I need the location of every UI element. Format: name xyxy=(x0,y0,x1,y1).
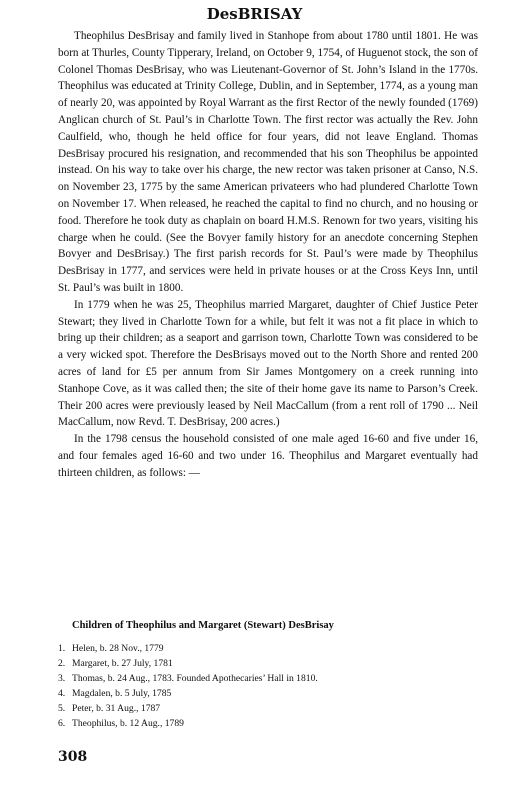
list-item-text: Peter, b. 31 Aug., 1787 xyxy=(72,703,161,714)
list-item-number: 5. xyxy=(58,703,66,714)
list-item xyxy=(58,701,488,716)
children-list xyxy=(58,641,488,731)
list-item-text: Theophilus, b. 12 Aug., 1789 xyxy=(72,718,184,729)
list-item xyxy=(58,716,488,731)
page-number: 308 xyxy=(58,749,88,765)
list-item xyxy=(58,656,488,671)
paragraph-1: Theophilus DesBrisay and family lived in Stanhope from about 1780 until 1801. He was born at Thurles, County Tipperary, Ireland, on October 9, 1754, of Huguenot stock, the son of Colonel Thomas DesBrisay, who was Lieutenant-Governor of St. John’s Island in the 1770s. Theophilus was educated at Trinity College, Dublin, and in September, 1774, as a young man of nearly 20, was appointed by Royal Warrant as the first Rector of the newly founded (1769) Anglican church of St. Paul’s in Charlotte Town. The first rector was actually the Rev. John Caulfield, who, though he held office for four years, did not leave England. Thomas DesBrisay procured his resignation, and recommended that his son Theophilus be appointed instead. On his way to take over his charge, the new rector was taken prisoner at Canso, N.S. on November 23, 1775 by the same American privateers who had plundered Charlotte Town on November 17. When released, he reached the capital to find no church, and no housing or food. Therefore he took duty as chaplain on board H.M.S. Renown for two years, visiting his charge when he could. (See the Bovyer family history for an anecdote concerning Stephen Bovyer and DesBrisay.) The first parish records for St. Paul’s were made by Theophilus DesBrisay in 1777, and services were held in private houses or at the Cross Keys Inn, until St. Paul’s was built in 1800. xyxy=(58,30,478,294)
list-item xyxy=(58,641,488,656)
list-item-text: Helen, b. 28 Nov., 1779 xyxy=(72,643,164,654)
list-item-text: Thomas, b. 24 Aug., 1783. Founded Apothecaries’ Hall in 1810. xyxy=(72,673,318,684)
list-item-number: 1. xyxy=(58,643,66,654)
list-item-number: 4. xyxy=(58,688,66,699)
children-list-heading: Children of Theophilus and Margaret (Stewart) DesBrisay xyxy=(72,620,334,631)
body-text xyxy=(58,28,478,482)
paragraph-3: In the 1798 census the household consisted of one male aged 16-60 and five under 16, and four females aged 16-60 and two under 16. Theophilus and Margaret eventually had thirteen children, as follows: — xyxy=(58,433,478,479)
list-item-number: 2. xyxy=(58,658,66,669)
page-title: DesBRISAY xyxy=(206,5,303,23)
list-item xyxy=(58,686,488,701)
list-item-number: 6. xyxy=(58,718,66,729)
list-item xyxy=(58,671,488,686)
list-item-text: Magdalen, b. 5 July, 1785 xyxy=(72,688,172,699)
paragraph-2: In 1779 when he was 25, Theophilus married Margaret, daughter of Chief Justice Peter Stewart; they lived in Charlotte Town for a while, but felt it was not a fit place in which to bring up their children; as a seaport and garrison town, Charlotte Town was considered to be a very wicked spot. Therefore the DesBrisays moved out to the North Shore and rented 200 acres of land for £5 per annum from Sir James Montgomery on a creek running into Stanhope Cove, as it was called then; the site of their home gave its name to Parson’s Creek. Their 200 acres were previously leased by Neil MacCallum (from a rent roll of 1790 ... Neil MacCallum, now Revd. T. DesBrisay, 200 acres.) xyxy=(58,298,478,429)
list-item-text: Margaret, b. 27 July, 1781 xyxy=(72,658,173,669)
list-item-number: 3. xyxy=(58,673,66,684)
